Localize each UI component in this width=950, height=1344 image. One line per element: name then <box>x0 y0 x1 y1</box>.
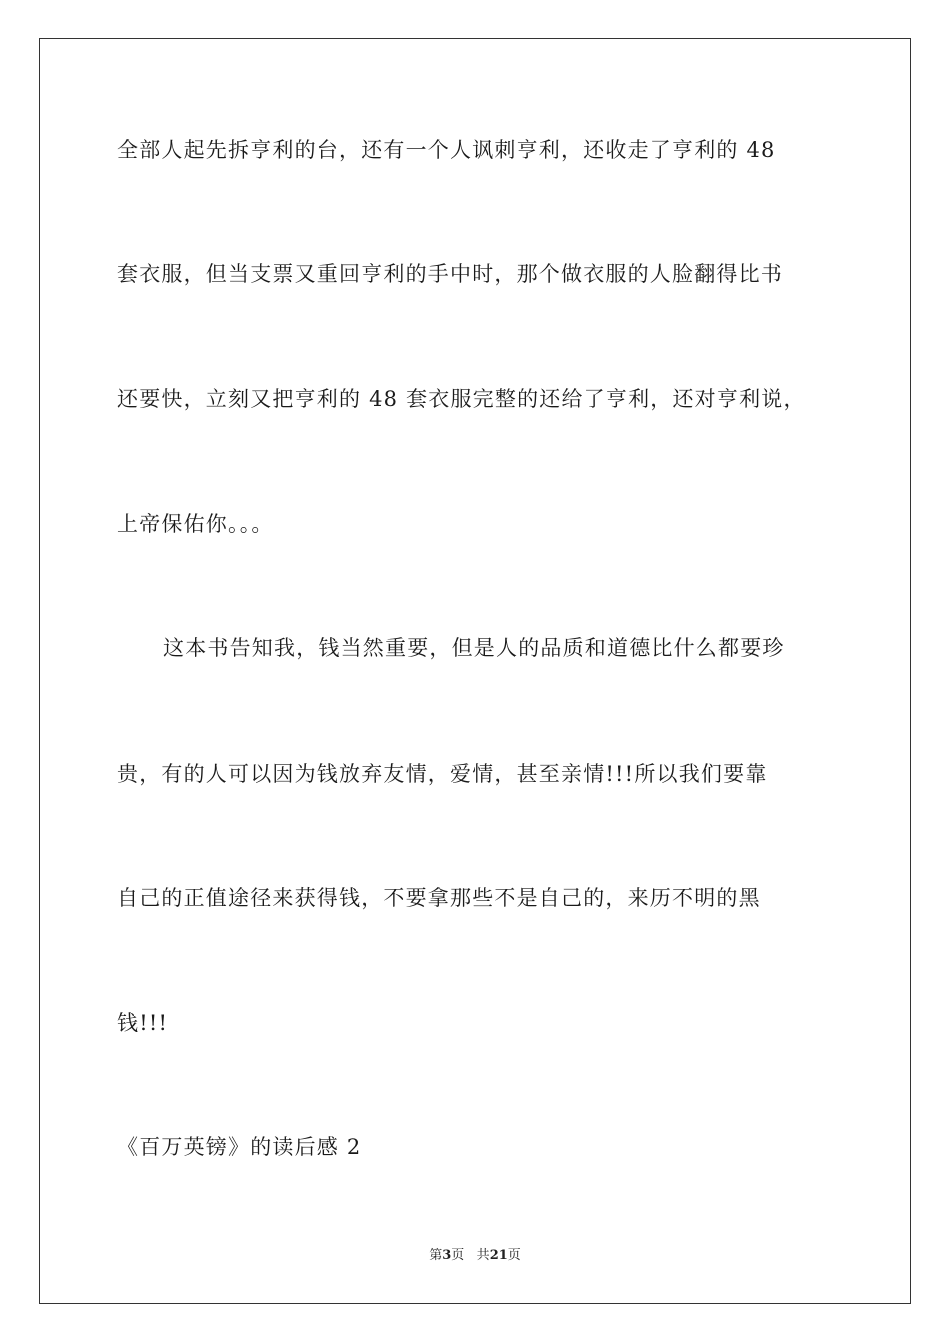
footer-page-prefix: 第 <box>429 1248 443 1263</box>
footer-total-pages: 21 <box>489 1248 508 1263</box>
body-text-line-7: 自己的正值途径来获得钱，不要拿那些不是自己的，来历不明的黑 <box>117 886 761 910</box>
body-text-line-6: 贵，有的人可以因为钱放弃友情，爱情，甚至亲情!!!所以我们要靠 <box>117 762 768 786</box>
page-footer <box>0 1247 950 1265</box>
footer-current-page: 3 <box>442 1248 452 1263</box>
section-heading: 《百万英镑》的读后感 2 <box>117 1135 362 1159</box>
body-text-line-2: 套衣服，但当支票又重回亨利的手中时，那个做衣服的人脸翻得比书 <box>117 262 783 286</box>
body-text-line-3: 还要快，立刻又把亨利的 48 套衣服完整的还给了亨利，还对亨利说， <box>117 387 806 411</box>
paragraph-start-line: 这本书告知我，钱当然重要，但是人的品质和道德比什么都要珍 <box>163 636 785 660</box>
footer-total-prefix: 共 <box>476 1248 490 1263</box>
footer-page-suffix: 页 <box>451 1248 465 1263</box>
body-text-line-8: 钱!!! <box>117 1011 169 1035</box>
footer-total-suffix: 页 <box>507 1248 521 1263</box>
page-border <box>39 38 911 1304</box>
body-text-line-1: 全部人起先拆亨利的台，还有一个人讽刺亨利，还收走了亨利的 48 <box>117 138 776 162</box>
body-text-line-4: 上帝保佑你。。。 <box>117 512 274 536</box>
